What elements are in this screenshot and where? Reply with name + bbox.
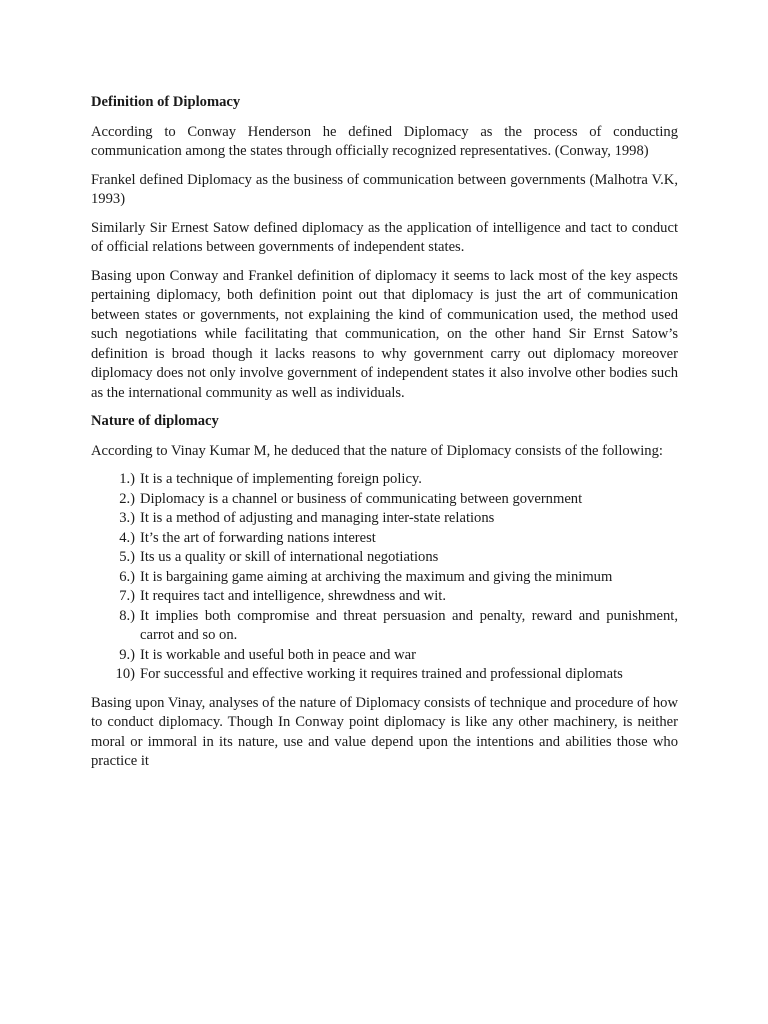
list-item-number: 3.)	[119, 510, 135, 526]
list-item	[91, 490, 678, 510]
list-item-text: Its us a quality or skill of international negotiations	[140, 549, 439, 565]
list-item	[91, 587, 678, 607]
list-item-text: For successful and effective working it requires trained and professional diplomats	[140, 666, 623, 682]
list-item-text: Diplomacy is a channel or business of communicating between government	[140, 490, 583, 507]
list-item	[91, 509, 678, 529]
document-page	[91, 93, 678, 781]
list-item-text: It is workable and useful both in peace and war	[140, 646, 416, 663]
nature-list	[91, 470, 678, 685]
list-item	[91, 470, 678, 490]
list-item	[91, 665, 678, 685]
conway-definition-paragraph: According to Conway Henderson he defined Diplomacy as the process of conducting communication among the states through officially recognized representatives. (Conway, 1998)	[91, 123, 678, 159]
definition-heading: Definition of Diplomacy	[91, 94, 241, 110]
nature-conclusion-paragraph: Basing upon Vinay, analyses of the nature of Diplomacy consists of technique and procedure of how to conduct diplomacy. Though In Conway point diplomacy is like any other machinery, is neither moral or immoral in its nature, use and value depend upon the intentions and abilities those who practice it	[91, 694, 678, 769]
list-item-number: 8.)	[119, 607, 135, 624]
list-item-number: 6.)	[119, 568, 135, 585]
list-item-number: 7.)	[119, 588, 135, 604]
satow-definition-paragraph: Similarly Sir Ernest Satow defined diplomacy as the application of intelligence and tact to conduct of official relations between governments of independent states.	[91, 219, 678, 255]
frankel-definition-paragraph: Frankel defined Diplomacy as the business of communication between governments (Malhotra V.K, 1993)	[91, 171, 678, 207]
list-item	[91, 607, 678, 646]
list-item-text: It is a technique of implementing foreign policy.	[140, 471, 422, 487]
list-item-text: It is a method of adjusting and managing inter-state relations	[140, 510, 495, 526]
list-item-text: It implies both compromise and threat persuasion and penalty, reward and punishment, carrot and so on.	[140, 607, 678, 643]
list-item-number: 9.)	[119, 646, 135, 663]
nature-heading: Nature of diplomacy	[91, 413, 219, 429]
definition-analysis-paragraph: Basing upon Conway and Frankel definition of diplomacy it seems to lack most of the key aspects pertaining diplomacy, both definition point out that diplomacy is just the art of communication between states or governments, not explaining the kind of communication used, the method used such negotiations while facilitating that communication, on the other hand Sir Ernst Satow’s definition is broad though it lacks reasons to why government carry out diplomacy moreover diplomacy does not only involve government of independent states it also involve other bodies such as the international community as well as individuals.	[91, 267, 678, 401]
list-item-number: 1.)	[119, 471, 135, 487]
list-item	[91, 646, 678, 666]
list-item-number: 4.)	[119, 529, 135, 546]
list-item	[91, 548, 678, 568]
list-item-text: It is bargaining game aiming at archiving the maximum and giving the minimum	[140, 568, 613, 585]
nature-intro-paragraph: According to Vinay Kumar M, he deduced that the nature of Diplomacy consists of the following:	[91, 442, 663, 459]
list-item-number: 2.)	[119, 490, 135, 507]
list-item-text: It requires tact and intelligence, shrewdness and wit.	[140, 588, 446, 604]
list-item-number: 5.)	[119, 549, 135, 565]
list-item	[91, 568, 678, 588]
list-item-number: 10)	[115, 666, 135, 682]
list-item-text: It’s the art of forwarding nations interest	[140, 529, 376, 546]
list-item	[91, 529, 678, 549]
